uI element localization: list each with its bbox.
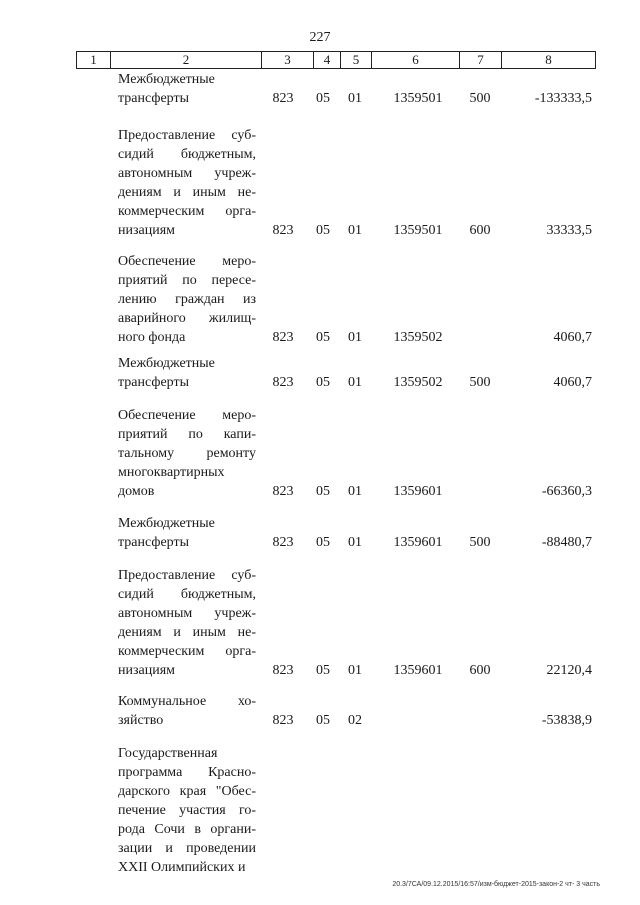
cell-col-6: 1359502 bbox=[393, 375, 443, 390]
row-name-line: XXII Олимпийских и bbox=[118, 860, 246, 875]
cell-col-4: 05 bbox=[316, 330, 330, 345]
row-name-line: Межбюджетные bbox=[118, 356, 215, 371]
row-name-line: коммерческим орга- bbox=[118, 204, 256, 219]
cell-col-8: -133333,5 bbox=[534, 91, 592, 106]
row-name-line: Коммунальное хо- bbox=[118, 694, 256, 709]
column-header-7: 7 bbox=[460, 52, 502, 68]
cell-col-5: 01 bbox=[348, 663, 362, 678]
row-name-line: Межбюджетные bbox=[118, 72, 215, 87]
cell-col-4: 05 bbox=[316, 663, 330, 678]
row-name-line: приятий по пересе- bbox=[118, 273, 256, 288]
table-row bbox=[0, 354, 640, 392]
cell-col-3: 823 bbox=[272, 484, 294, 499]
table-row bbox=[0, 126, 640, 240]
column-header-5: 5 bbox=[341, 52, 372, 68]
table-row bbox=[0, 566, 640, 680]
cell-col-6: 1359501 bbox=[393, 91, 443, 106]
row-name-line: аварийного жилищ- bbox=[118, 311, 256, 326]
row-name-line: рода Сочи в органи- bbox=[118, 822, 256, 837]
row-name-line: тальному ремонту bbox=[118, 446, 256, 461]
row-name-line: многоквартирных bbox=[118, 465, 225, 480]
row-name bbox=[118, 126, 256, 240]
cell-col-3: 823 bbox=[272, 330, 294, 345]
cell-col-3: 823 bbox=[272, 223, 294, 238]
row-name-line: низациям bbox=[118, 223, 176, 238]
cell-col-6: 1359601 bbox=[393, 484, 443, 499]
cell-col-8: 33333,5 bbox=[546, 223, 592, 238]
row-name-line: сидий бюджетным, bbox=[118, 147, 256, 162]
cell-col-6: 1359502 bbox=[393, 330, 443, 345]
table-row bbox=[0, 744, 640, 877]
cell-col-6: 1359501 bbox=[393, 223, 443, 238]
row-name bbox=[118, 354, 256, 392]
cell-col-7: 500 bbox=[469, 375, 491, 390]
row-name-line: дениям и иным не- bbox=[118, 185, 256, 200]
table-row bbox=[0, 252, 640, 347]
row-name-line: сидий бюджетным, bbox=[118, 587, 256, 602]
column-header-6: 6 bbox=[372, 52, 460, 68]
table-header bbox=[76, 51, 596, 69]
row-name-line: Обеспечение меро- bbox=[118, 254, 256, 269]
cell-col-4: 05 bbox=[316, 484, 330, 499]
table-row bbox=[0, 406, 640, 501]
cell-col-8: 4060,7 bbox=[553, 330, 592, 345]
row-name bbox=[118, 514, 256, 552]
cell-col-3: 823 bbox=[272, 375, 294, 390]
row-name-line: Обеспечение меро- bbox=[118, 408, 256, 423]
cell-col-8: -53838,9 bbox=[541, 713, 592, 728]
cell-col-6: 1359601 bbox=[393, 535, 443, 550]
row-name-line: зации и проведении bbox=[118, 841, 256, 856]
row-name-line: коммерческим орга- bbox=[118, 644, 256, 659]
column-header-3: 3 bbox=[262, 52, 314, 68]
row-name bbox=[118, 252, 256, 347]
cell-col-5: 01 bbox=[348, 223, 362, 238]
cell-col-4: 05 bbox=[316, 713, 330, 728]
row-name-line: трансферты bbox=[118, 91, 190, 106]
row-name-line: Предоставление суб- bbox=[118, 568, 256, 583]
cell-col-4: 05 bbox=[316, 91, 330, 106]
row-name-line: Межбюджетные bbox=[118, 516, 215, 531]
row-name-line: домов bbox=[118, 484, 155, 499]
row-name-line: трансферты bbox=[118, 535, 190, 550]
row-name-line: дарского края "Обес- bbox=[118, 784, 256, 799]
column-header-2: 2 bbox=[111, 52, 262, 68]
cell-col-8: -66360,3 bbox=[541, 484, 592, 499]
row-name-line: Предоставление суб- bbox=[118, 128, 256, 143]
row-name-line: Государственная bbox=[118, 746, 218, 761]
row-name-line: трансферты bbox=[118, 375, 190, 390]
page-number: 227 bbox=[309, 30, 331, 45]
cell-col-3: 823 bbox=[272, 663, 294, 678]
cell-col-8: 4060,7 bbox=[553, 375, 592, 390]
cell-col-7: 500 bbox=[469, 91, 491, 106]
row-name bbox=[118, 566, 256, 680]
cell-col-5: 01 bbox=[348, 484, 362, 499]
row-name-line: печение участия го- bbox=[118, 803, 256, 818]
row-name-line: автономным учреж- bbox=[118, 606, 256, 621]
row-name-line: ного фонда bbox=[118, 330, 186, 345]
row-name bbox=[118, 692, 256, 730]
row-name-line: низациям bbox=[118, 663, 176, 678]
row-name bbox=[118, 70, 256, 108]
cell-col-5: 01 bbox=[348, 375, 362, 390]
cell-col-7: 600 bbox=[469, 223, 491, 238]
row-name-line: программа Красно- bbox=[118, 765, 256, 780]
cell-col-4: 05 bbox=[316, 375, 330, 390]
table-row bbox=[0, 70, 640, 108]
row-name-line: лению граждан из bbox=[118, 292, 256, 307]
cell-col-3: 823 bbox=[272, 713, 294, 728]
table-row bbox=[0, 514, 640, 552]
table-row bbox=[0, 692, 640, 730]
cell-col-5: 01 bbox=[348, 91, 362, 106]
cell-col-5: 01 bbox=[348, 330, 362, 345]
cell-col-3: 823 bbox=[272, 91, 294, 106]
document-footer: 20.3/7СА/09.12.2015/16:57/изм-бюджет-2015-закон-2 чт- 3 часть bbox=[392, 881, 600, 888]
cell-col-4: 05 bbox=[316, 223, 330, 238]
cell-col-3: 823 bbox=[272, 535, 294, 550]
row-name-line: автономным учреж- bbox=[118, 166, 256, 181]
row-name bbox=[118, 744, 256, 877]
row-name-line: зяйство bbox=[118, 713, 164, 728]
row-name bbox=[118, 406, 256, 501]
row-name-line: дениям и иным не- bbox=[118, 625, 256, 640]
cell-col-8: -88480,7 bbox=[541, 535, 592, 550]
cell-col-7: 500 bbox=[469, 535, 491, 550]
cell-col-5: 02 bbox=[348, 713, 362, 728]
column-header-8: 8 bbox=[545, 52, 552, 67]
cell-col-8: 22120,4 bbox=[546, 663, 592, 678]
cell-col-5: 01 bbox=[348, 535, 362, 550]
cell-col-4: 05 bbox=[316, 535, 330, 550]
column-header-4: 4 bbox=[314, 52, 341, 68]
column-header-1: 1 bbox=[77, 52, 111, 68]
cell-col-6: 1359601 bbox=[393, 663, 443, 678]
cell-col-7: 600 bbox=[469, 663, 491, 678]
row-name-line: приятий по капи- bbox=[118, 427, 256, 442]
